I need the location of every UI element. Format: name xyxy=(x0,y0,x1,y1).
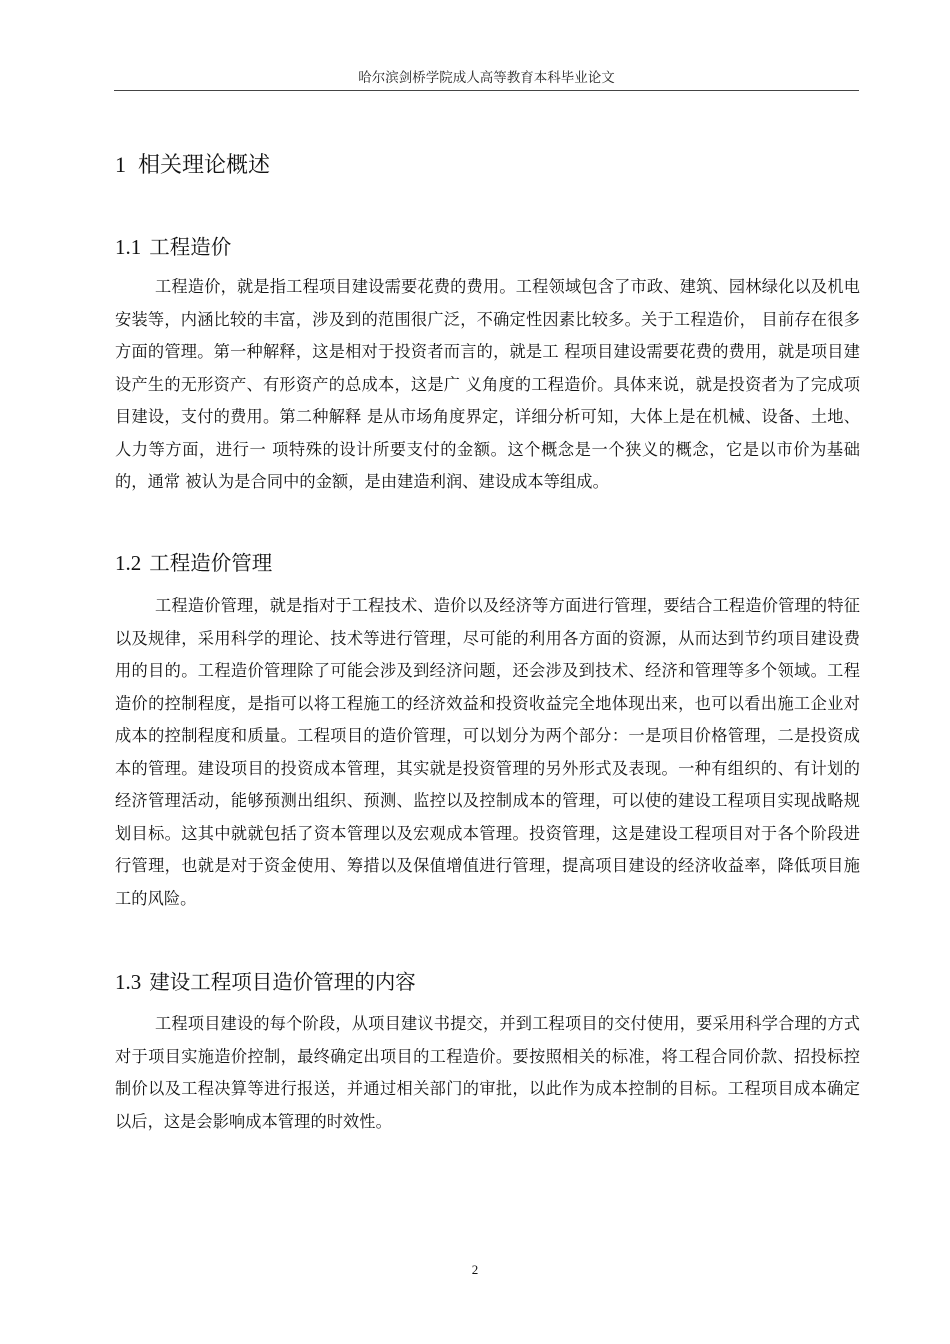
header-divider xyxy=(114,90,859,91)
chapter-number: 1 xyxy=(115,152,126,177)
section-paragraph-1-2: 工程造价管理，就是指对于工程技术、造价以及经济等方面进行管理，要结合工程造价管理的特征以及规律，采用科学的理论、技术等进行管理，尽可能的利用各方面的资源，从而达到节约项目建设费用的目的。工程造价管理除了可能会涉及到经济问题，还会涉及到技术、经济和管理等多个领域。工程造价的控制程度，是指可以将工程施工的经济效益和投资收益完全地体现出来，也可以看出施工企业对成本的控制程度和质量。工程项目的造价管理，可以划分为两个部分：一是项目价格管理，二是投资成本的管理。建设项目的投资成本管理，其实就是投资管理的另外形式及表现。一种有组织的、有计划的经济管理活动，能够预测出组织、预测、监控以及控制成本的管理，可以使的建设工程项目实现战略规划目标。这其中就就包括了资本管理以及宏观成本管理。投资管理，这是建设工程项目对于各个阶段进行管理，也就是对于资金使用、筹措以及保值增值进行管理，提高项目建设的经济收益率，降低项目施工的风险。 xyxy=(115,596,860,908)
chapter-heading xyxy=(115,148,270,179)
section-paragraph-1-3: 工程项目建设的每个阶段，从项目建议书提交，并到工程项目的交付使用，要采用科学合理的方式对于项目实施造价控制，最终确定出项目的工程造价。要按照相关的标准，将工程合同价款、招投标控制价以及工程决算等进行报送，并通过相关部门的审批，以此作为成本控制的目标。工程项目成本确定以后，这是会影响成本管理的时效性。 xyxy=(115,1014,860,1131)
section-heading-1-2 xyxy=(115,546,272,576)
chapter-title: 相关理论概述 xyxy=(138,153,271,178)
section-title: 工程造价管理 xyxy=(149,551,273,575)
section-number: 1.2 xyxy=(115,551,142,575)
section-number: 1.3 xyxy=(115,970,142,994)
section-heading-1-3 xyxy=(115,965,416,995)
section-paragraph-1-1: 工程造价，就是指工程项目建设需要花费的费用。工程领域包含了市政、建筑、园林绿化以及机电安装等，内涵比较的丰富，涉及到的范围很广泛，不确定性因素比较多。关于工程造价， 目前存在很多方面的管理。第一种解释，这是相对于投资者而言的，就是工 程项目建设需要花费的费用，就是项目建设产生的无形资产、有形资产的总成本，这是广 义角度的工程造价。具体来说，就是投资者为了完成项目建设，支付的费用。第二种解释 是从市场角度界定，详细分析可知，大体上是在机械、设备、土地、人力等方面，进行一 项特殊的设计所要支付的金额。这个概念是一个狭义的概念，它是以市价为基础的，通常 被认为是合同中的金额，是由建造利润、建设成本等组成。 xyxy=(115,277,860,491)
section-title: 建设工程项目造价管理的内容 xyxy=(149,970,416,994)
running-header: 哈尔滨剑桥学院成人高等教育本科毕业论文 xyxy=(358,70,615,86)
section-number: 1.1 xyxy=(115,235,142,259)
section-title: 工程造价 xyxy=(149,235,232,259)
section-heading-1-1 xyxy=(115,230,231,260)
page-number: 2 xyxy=(471,1262,479,1277)
